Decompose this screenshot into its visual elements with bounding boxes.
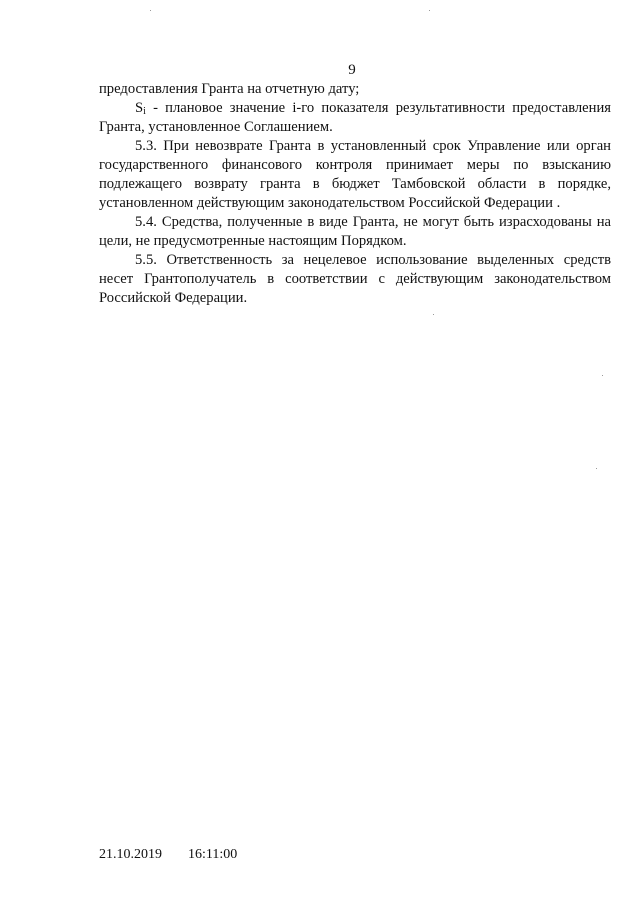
print-date: 21.10.2019 bbox=[99, 847, 162, 862]
si-subscript: i bbox=[143, 106, 146, 117]
paragraph-continuation: предоставления Гранта на отчетную дату; bbox=[99, 81, 360, 97]
page-number: 9 bbox=[348, 62, 356, 78]
paragraph-5-4: 5.4. Средства, полученные в виде Гранта, не могут быть израсходованы на цели, не предусмотренные настоящим Порядком. bbox=[99, 214, 611, 249]
si-symbol: S bbox=[135, 100, 144, 116]
print-time: 16:11:00 bbox=[188, 847, 238, 862]
paragraph-5-5: 5.5. Ответственность за нецелевое использование выделенных средств несет Грантополучатель в соответствии с действующим законодательством Российской Федерации. bbox=[99, 252, 611, 306]
scan-speck bbox=[596, 468, 597, 469]
si-definition-text: - плановое значение i-го показателя результативности предоставления Гранта, установленное Соглашением. bbox=[99, 100, 611, 135]
scan-speck bbox=[150, 10, 151, 11]
scan-speck bbox=[433, 314, 434, 315]
scan-speck bbox=[429, 10, 430, 11]
document-body bbox=[99, 80, 611, 308]
scan-speck bbox=[602, 375, 603, 376]
print-timestamp bbox=[99, 846, 237, 864]
paragraph-si-definition bbox=[99, 99, 611, 137]
paragraph-5-3: 5.3. При невозврате Гранта в установленный срок Управление или орган государственного финансового контроля принимает меры по взысканию подлежащего возврату гранта в бюджет Тамбовской области в порядке, установленном действующим законодательством Российской Федерации . bbox=[99, 138, 611, 211]
